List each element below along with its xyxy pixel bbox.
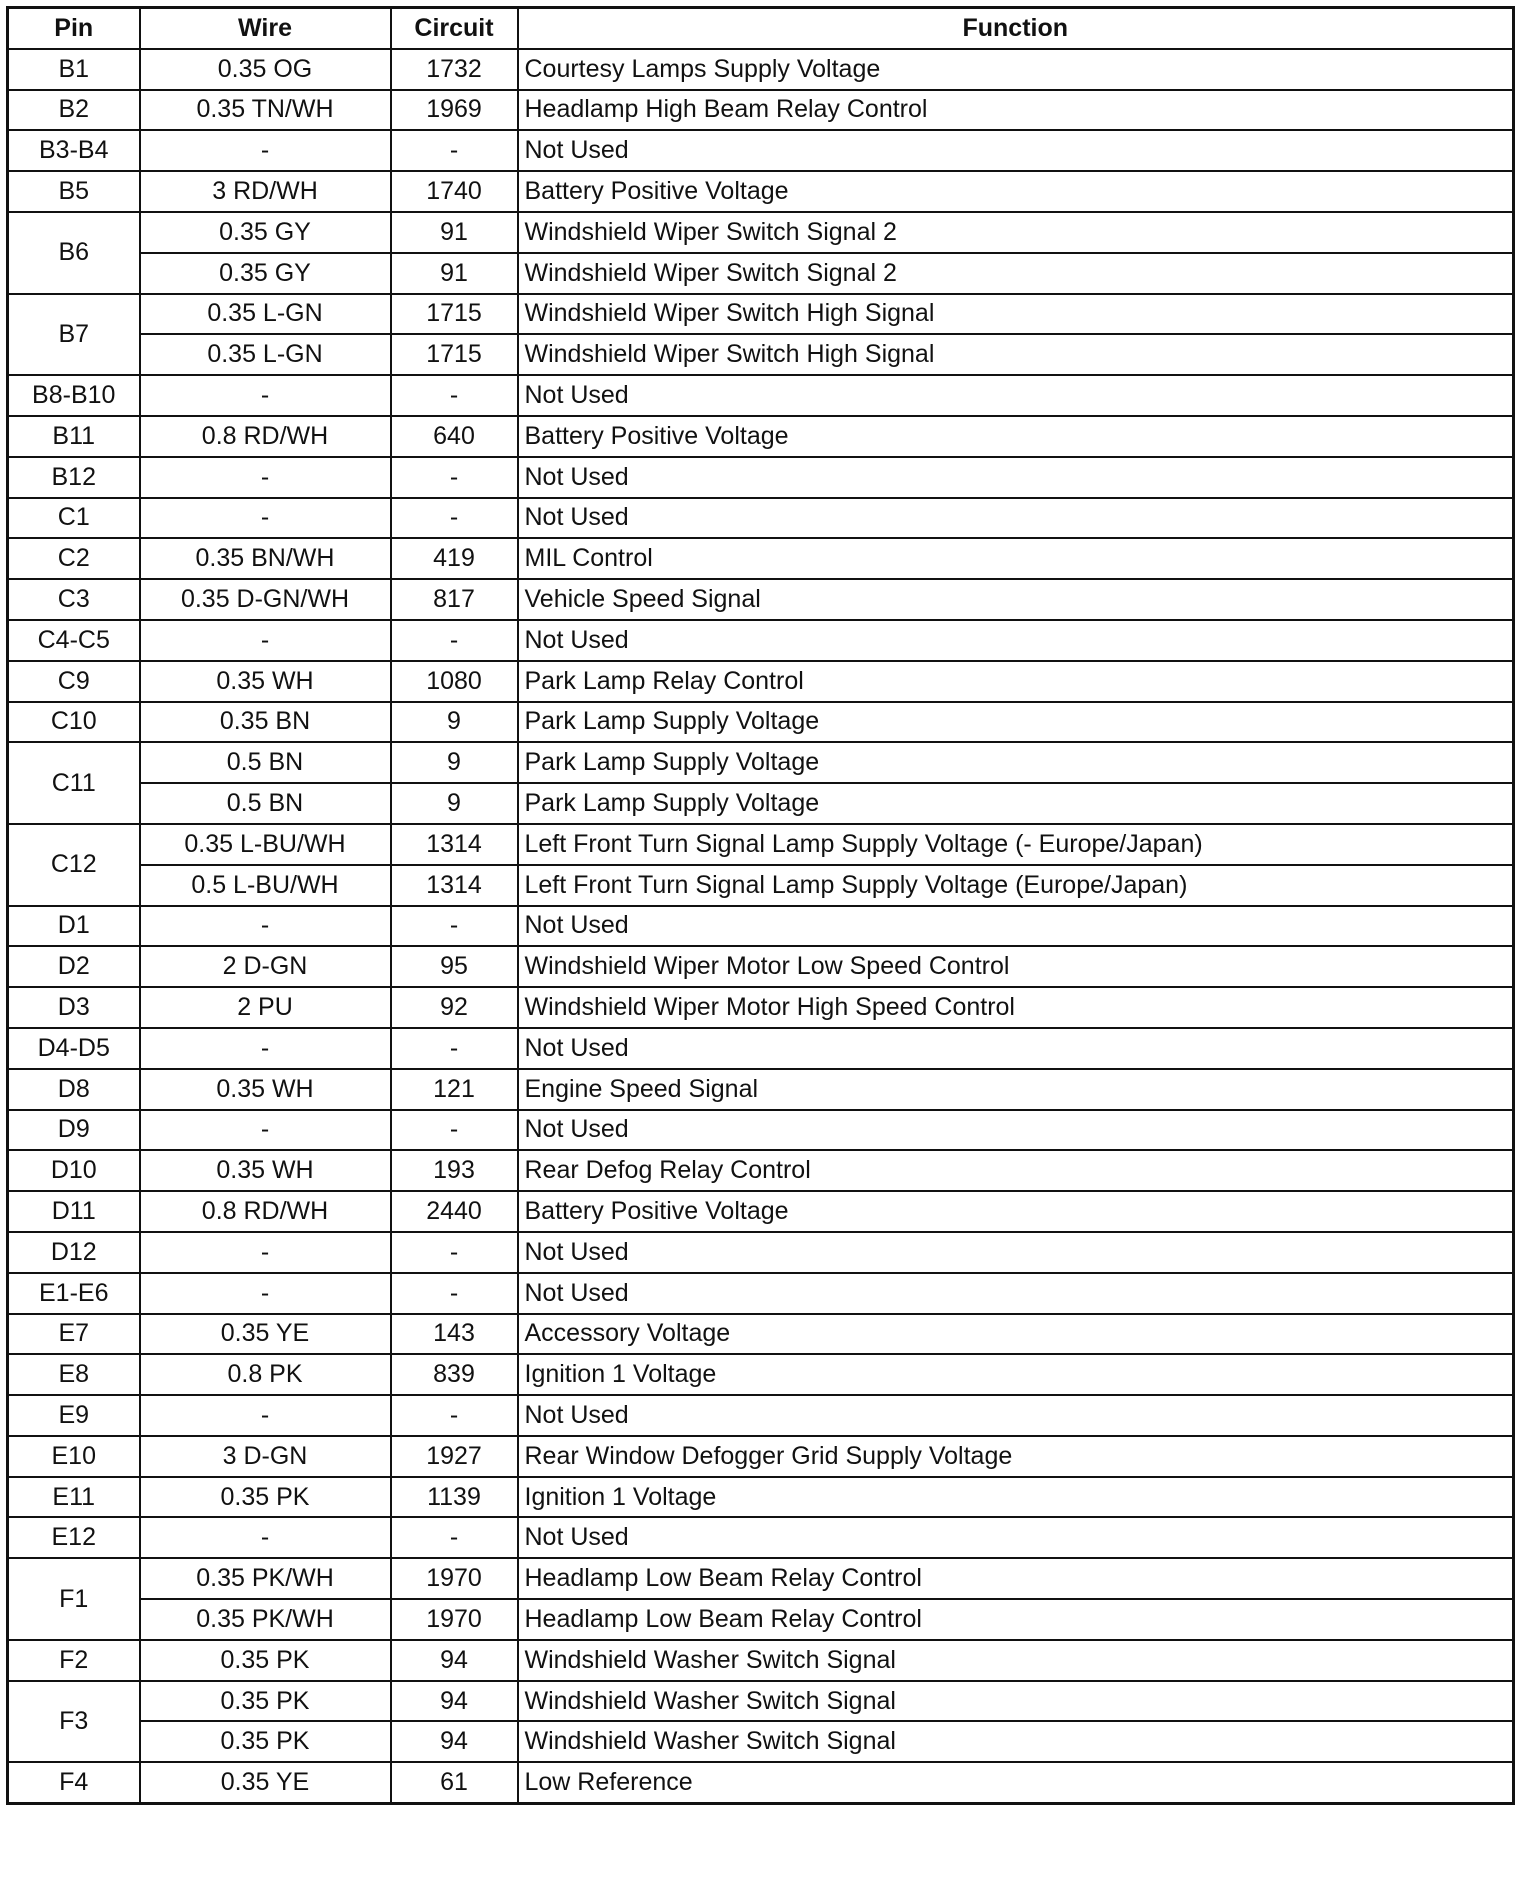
function-cell: Not Used bbox=[518, 1110, 1514, 1151]
wire-cell: - bbox=[140, 1232, 391, 1273]
function-cell: Engine Speed Signal bbox=[518, 1069, 1514, 1110]
circuit-cell: - bbox=[391, 1517, 518, 1558]
function-cell: Battery Positive Voltage bbox=[518, 171, 1514, 212]
table-row bbox=[8, 620, 1514, 661]
wire-cell: - bbox=[140, 1273, 391, 1314]
pin-cell: B5 bbox=[8, 171, 140, 212]
wire-cell: - bbox=[140, 375, 391, 416]
function-cell: Not Used bbox=[518, 1028, 1514, 1069]
pin-cell: F4 bbox=[8, 1762, 140, 1803]
wire-cell: 0.5 L-BU/WH bbox=[140, 865, 391, 906]
circuit-cell: 1740 bbox=[391, 171, 518, 212]
table-row bbox=[8, 1028, 1514, 1069]
circuit-cell: 1715 bbox=[391, 334, 518, 375]
table-row bbox=[8, 1436, 1514, 1477]
pin-cell: E1-E6 bbox=[8, 1273, 140, 1314]
table-row bbox=[8, 416, 1514, 457]
function-cell: Windshield Wiper Switch High Signal bbox=[518, 294, 1514, 335]
wire-cell: 0.8 RD/WH bbox=[140, 1191, 391, 1232]
wire-cell: 2 PU bbox=[140, 987, 391, 1028]
pin-cell: C2 bbox=[8, 538, 140, 579]
wire-cell: - bbox=[140, 130, 391, 171]
function-cell: Headlamp Low Beam Relay Control bbox=[518, 1599, 1514, 1640]
function-cell: Courtesy Lamps Supply Voltage bbox=[518, 49, 1514, 90]
circuit-cell: - bbox=[391, 130, 518, 171]
function-cell: Battery Positive Voltage bbox=[518, 1191, 1514, 1232]
pin-cell: C10 bbox=[8, 702, 140, 743]
wire-cell: 0.35 PK bbox=[140, 1681, 391, 1722]
pin-cell: E8 bbox=[8, 1354, 140, 1395]
circuit-cell: 91 bbox=[391, 253, 518, 294]
table-row bbox=[8, 253, 1514, 294]
table-row bbox=[8, 1191, 1514, 1232]
pin-cell: D4-D5 bbox=[8, 1028, 140, 1069]
wire-cell: 0.35 PK bbox=[140, 1640, 391, 1681]
circuit-cell: 1970 bbox=[391, 1558, 518, 1599]
circuit-cell: - bbox=[391, 1395, 518, 1436]
function-cell: Not Used bbox=[518, 457, 1514, 498]
pin-cell: F2 bbox=[8, 1640, 140, 1681]
pin-cell: B11 bbox=[8, 416, 140, 457]
table-row bbox=[8, 1314, 1514, 1355]
table-row bbox=[8, 579, 1514, 620]
table-row bbox=[8, 661, 1514, 702]
pin-cell: D9 bbox=[8, 1110, 140, 1151]
function-cell: Not Used bbox=[518, 1232, 1514, 1273]
wire-cell: 0.35 WH bbox=[140, 661, 391, 702]
wire-cell: 0.35 PK bbox=[140, 1477, 391, 1518]
function-cell: Not Used bbox=[518, 620, 1514, 661]
circuit-cell: 9 bbox=[391, 742, 518, 783]
circuit-cell: 1715 bbox=[391, 294, 518, 335]
circuit-cell: 9 bbox=[391, 783, 518, 824]
table-row bbox=[8, 987, 1514, 1028]
function-cell: MIL Control bbox=[518, 538, 1514, 579]
function-cell: Headlamp Low Beam Relay Control bbox=[518, 1558, 1514, 1599]
pin-cell: B12 bbox=[8, 457, 140, 498]
table-row bbox=[8, 783, 1514, 824]
circuit-cell: 1970 bbox=[391, 1599, 518, 1640]
function-cell: Windshield Wiper Motor High Speed Control bbox=[518, 987, 1514, 1028]
table-row bbox=[8, 457, 1514, 498]
pin-cell: C11 bbox=[8, 742, 140, 824]
function-cell: Not Used bbox=[518, 1517, 1514, 1558]
wire-cell: 0.35 L-GN bbox=[140, 334, 391, 375]
wire-cell: 0.35 WH bbox=[140, 1069, 391, 1110]
wire-cell: 0.35 BN bbox=[140, 702, 391, 743]
circuit-cell: 1139 bbox=[391, 1477, 518, 1518]
function-cell: Not Used bbox=[518, 906, 1514, 947]
circuit-cell: 143 bbox=[391, 1314, 518, 1355]
circuit-cell: - bbox=[391, 1273, 518, 1314]
function-cell: Rear Defog Relay Control bbox=[518, 1150, 1514, 1191]
circuit-cell: 61 bbox=[391, 1762, 518, 1803]
function-cell: Ignition 1 Voltage bbox=[518, 1477, 1514, 1518]
wire-cell: 0.5 BN bbox=[140, 742, 391, 783]
wire-cell: 0.35 PK/WH bbox=[140, 1558, 391, 1599]
function-cell: Not Used bbox=[518, 375, 1514, 416]
circuit-cell: 9 bbox=[391, 702, 518, 743]
pin-cell: C1 bbox=[8, 498, 140, 539]
wire-cell: 0.35 L-GN bbox=[140, 294, 391, 335]
table-row bbox=[8, 375, 1514, 416]
circuit-cell: 1927 bbox=[391, 1436, 518, 1477]
wire-cell: 0.35 PK/WH bbox=[140, 1599, 391, 1640]
header-function: Function bbox=[518, 8, 1514, 49]
pin-cell: B2 bbox=[8, 90, 140, 131]
circuit-cell: - bbox=[391, 620, 518, 661]
pin-cell: E7 bbox=[8, 1314, 140, 1355]
wire-cell: 0.35 WH bbox=[140, 1150, 391, 1191]
circuit-cell: 1080 bbox=[391, 661, 518, 702]
wire-cell: 0.8 PK bbox=[140, 1354, 391, 1395]
wire-cell: - bbox=[140, 1395, 391, 1436]
table-row bbox=[8, 1150, 1514, 1191]
function-cell: Not Used bbox=[518, 1273, 1514, 1314]
table-row bbox=[8, 538, 1514, 579]
table-row bbox=[8, 1558, 1514, 1599]
table-row bbox=[8, 334, 1514, 375]
wire-cell: - bbox=[140, 457, 391, 498]
function-cell: Not Used bbox=[518, 498, 1514, 539]
wire-cell: 0.35 GY bbox=[140, 253, 391, 294]
table-body bbox=[8, 49, 1514, 1804]
pin-cell: D3 bbox=[8, 987, 140, 1028]
pin-cell: E9 bbox=[8, 1395, 140, 1436]
circuit-cell: 121 bbox=[391, 1069, 518, 1110]
table-row bbox=[8, 1640, 1514, 1681]
function-cell: Accessory Voltage bbox=[518, 1314, 1514, 1355]
function-cell: Park Lamp Supply Voltage bbox=[518, 783, 1514, 824]
function-cell: Low Reference bbox=[518, 1762, 1514, 1803]
circuit-cell: 640 bbox=[391, 416, 518, 457]
circuit-cell: 95 bbox=[391, 946, 518, 987]
circuit-cell: 817 bbox=[391, 579, 518, 620]
wire-cell: - bbox=[140, 1517, 391, 1558]
function-cell: Not Used bbox=[518, 1395, 1514, 1436]
circuit-cell: - bbox=[391, 457, 518, 498]
pin-cell: D1 bbox=[8, 906, 140, 947]
table-row bbox=[8, 498, 1514, 539]
table-row bbox=[8, 1721, 1514, 1762]
pin-cell: C9 bbox=[8, 661, 140, 702]
table-row bbox=[8, 1517, 1514, 1558]
function-cell: Windshield Wiper Switch High Signal bbox=[518, 334, 1514, 375]
wire-cell: 3 RD/WH bbox=[140, 171, 391, 212]
table-row bbox=[8, 824, 1514, 865]
table-row bbox=[8, 90, 1514, 131]
wire-cell: 0.35 PK bbox=[140, 1721, 391, 1762]
circuit-cell: 92 bbox=[391, 987, 518, 1028]
pin-cell: E11 bbox=[8, 1477, 140, 1518]
header-pin: Pin bbox=[8, 8, 140, 49]
function-cell: Windshield Washer Switch Signal bbox=[518, 1681, 1514, 1722]
circuit-cell: - bbox=[391, 1232, 518, 1273]
function-cell: Windshield Washer Switch Signal bbox=[518, 1721, 1514, 1762]
wire-cell: 0.35 TN/WH bbox=[140, 90, 391, 131]
function-cell: Windshield Washer Switch Signal bbox=[518, 1640, 1514, 1681]
function-cell: Rear Window Defogger Grid Supply Voltage bbox=[518, 1436, 1514, 1477]
table-row bbox=[8, 946, 1514, 987]
wire-cell: - bbox=[140, 1028, 391, 1069]
function-cell: Left Front Turn Signal Lamp Supply Voltage (- Europe/Japan) bbox=[518, 824, 1514, 865]
pin-cell: C3 bbox=[8, 579, 140, 620]
pin-cell: B6 bbox=[8, 212, 140, 294]
wire-cell: - bbox=[140, 1110, 391, 1151]
pin-cell: B7 bbox=[8, 294, 140, 376]
wire-cell: 0.8 RD/WH bbox=[140, 416, 391, 457]
function-cell: Park Lamp Supply Voltage bbox=[518, 702, 1514, 743]
table-row bbox=[8, 702, 1514, 743]
function-cell: Windshield Wiper Switch Signal 2 bbox=[518, 212, 1514, 253]
connector-pinout bbox=[6, 6, 1515, 1805]
wire-cell: 0.35 OG bbox=[140, 49, 391, 90]
table-row bbox=[8, 49, 1514, 90]
circuit-cell: 94 bbox=[391, 1681, 518, 1722]
wire-cell: - bbox=[140, 498, 391, 539]
wire-cell: 0.35 D-GN/WH bbox=[140, 579, 391, 620]
function-cell: Windshield Wiper Switch Signal 2 bbox=[518, 253, 1514, 294]
circuit-cell: 193 bbox=[391, 1150, 518, 1191]
circuit-cell: 419 bbox=[391, 538, 518, 579]
pin-cell: D10 bbox=[8, 1150, 140, 1191]
pin-cell: D8 bbox=[8, 1069, 140, 1110]
circuit-cell: 1969 bbox=[391, 90, 518, 131]
circuit-cell: 2440 bbox=[391, 1191, 518, 1232]
pin-cell: B3-B4 bbox=[8, 130, 140, 171]
pin-cell: B8-B10 bbox=[8, 375, 140, 416]
pin-cell: D2 bbox=[8, 946, 140, 987]
function-cell: Windshield Wiper Motor Low Speed Control bbox=[518, 946, 1514, 987]
wire-cell: - bbox=[140, 620, 391, 661]
function-cell: Left Front Turn Signal Lamp Supply Voltage (Europe/Japan) bbox=[518, 865, 1514, 906]
table-row bbox=[8, 1599, 1514, 1640]
table-row bbox=[8, 1273, 1514, 1314]
table-row bbox=[8, 1110, 1514, 1151]
pin-cell: E12 bbox=[8, 1517, 140, 1558]
table-row bbox=[8, 1477, 1514, 1518]
pin-cell: C12 bbox=[8, 824, 140, 906]
pin-cell: B1 bbox=[8, 49, 140, 90]
circuit-cell: - bbox=[391, 906, 518, 947]
table-row bbox=[8, 906, 1514, 947]
table-row bbox=[8, 742, 1514, 783]
table-row bbox=[8, 1069, 1514, 1110]
table-row bbox=[8, 1762, 1514, 1803]
wire-cell: 0.35 YE bbox=[140, 1314, 391, 1355]
wire-cell: 2 D-GN bbox=[140, 946, 391, 987]
pin-cell: F3 bbox=[8, 1681, 140, 1763]
wire-cell: 0.5 BN bbox=[140, 783, 391, 824]
table-row bbox=[8, 130, 1514, 171]
circuit-cell: - bbox=[391, 375, 518, 416]
wire-cell: 3 D-GN bbox=[140, 1436, 391, 1477]
table-row bbox=[8, 1354, 1514, 1395]
circuit-cell: 839 bbox=[391, 1354, 518, 1395]
circuit-cell: 1314 bbox=[391, 865, 518, 906]
circuit-cell: 91 bbox=[391, 212, 518, 253]
header-row bbox=[8, 8, 1514, 49]
function-cell: Vehicle Speed Signal bbox=[518, 579, 1514, 620]
circuit-cell: - bbox=[391, 498, 518, 539]
circuit-cell: - bbox=[391, 1110, 518, 1151]
header-wire: Wire bbox=[140, 8, 391, 49]
function-cell: Battery Positive Voltage bbox=[518, 416, 1514, 457]
function-cell: Park Lamp Relay Control bbox=[518, 661, 1514, 702]
wire-cell: 0.35 L-BU/WH bbox=[140, 824, 391, 865]
pin-cell: E10 bbox=[8, 1436, 140, 1477]
table-row bbox=[8, 212, 1514, 253]
circuit-cell: 94 bbox=[391, 1721, 518, 1762]
pinout-table bbox=[6, 6, 1515, 1805]
wire-cell: 0.35 BN/WH bbox=[140, 538, 391, 579]
table-row bbox=[8, 865, 1514, 906]
circuit-cell: 1314 bbox=[391, 824, 518, 865]
pin-cell: D11 bbox=[8, 1191, 140, 1232]
wire-cell: 0.35 GY bbox=[140, 212, 391, 253]
table-row bbox=[8, 1681, 1514, 1722]
wire-cell: - bbox=[140, 906, 391, 947]
circuit-cell: 94 bbox=[391, 1640, 518, 1681]
function-cell: Not Used bbox=[518, 130, 1514, 171]
pin-cell: D12 bbox=[8, 1232, 140, 1273]
table-row bbox=[8, 171, 1514, 212]
table-row bbox=[8, 294, 1514, 335]
wire-cell: 0.35 YE bbox=[140, 1762, 391, 1803]
function-cell: Headlamp High Beam Relay Control bbox=[518, 90, 1514, 131]
function-cell: Park Lamp Supply Voltage bbox=[518, 742, 1514, 783]
pin-cell: F1 bbox=[8, 1558, 140, 1640]
pin-cell: C4-C5 bbox=[8, 620, 140, 661]
circuit-cell: - bbox=[391, 1028, 518, 1069]
function-cell: Ignition 1 Voltage bbox=[518, 1354, 1514, 1395]
circuit-cell: 1732 bbox=[391, 49, 518, 90]
table-row bbox=[8, 1232, 1514, 1273]
header-circuit: Circuit bbox=[391, 8, 518, 49]
table-row bbox=[8, 1395, 1514, 1436]
